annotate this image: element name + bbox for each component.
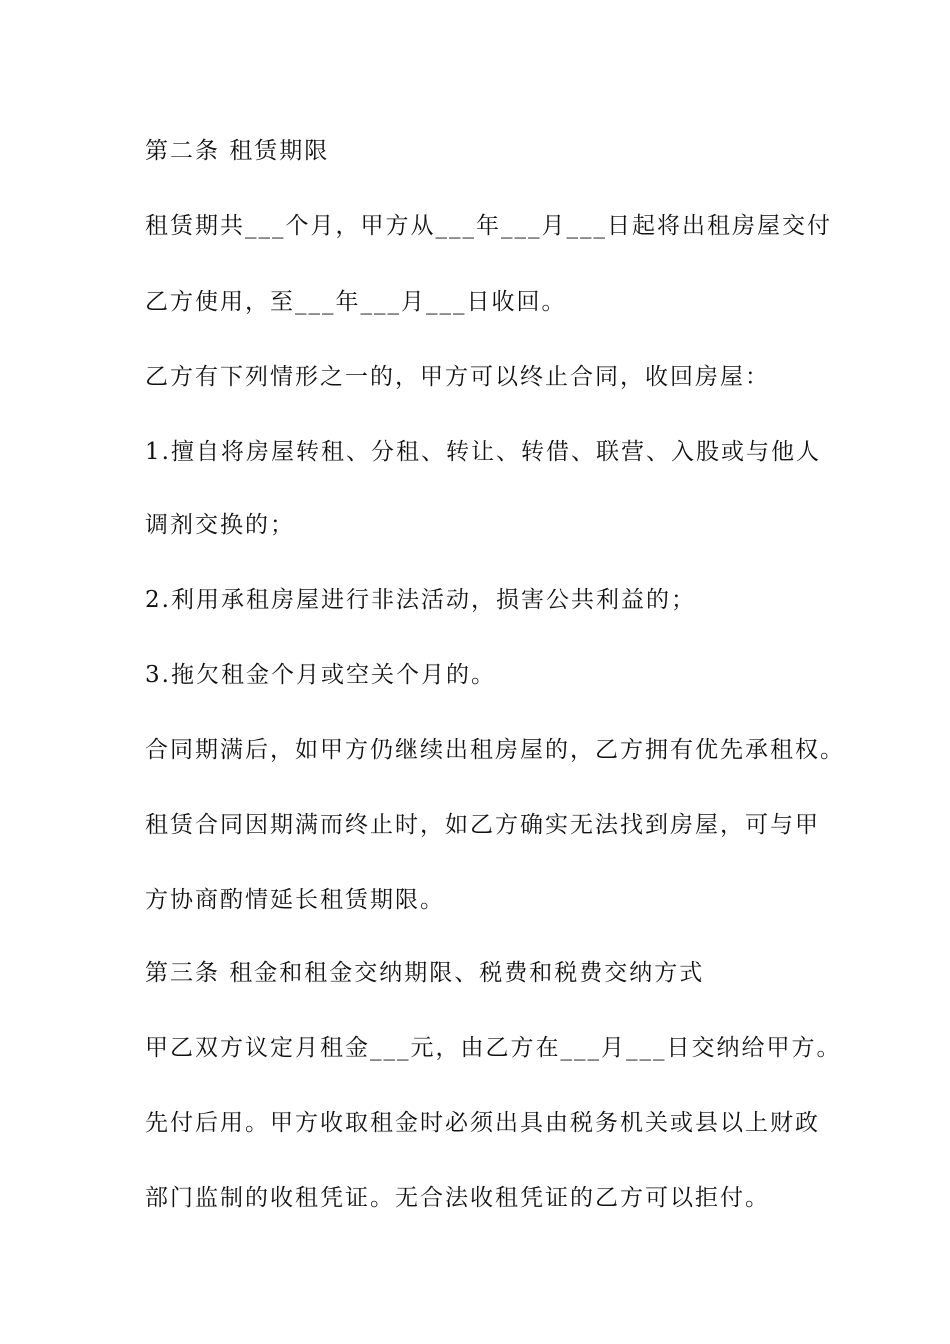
article-2-heading: 第二条 租赁期限: [145, 138, 330, 164]
extension-line-1: 租赁合同因期满而终止时，如乙方确实无法找到房屋，可与甲: [145, 812, 820, 838]
termination-item-3: 3.拖欠租金个月或空关个月的。: [145, 662, 496, 688]
termination-item-2: 2.利用承租房屋进行非法活动，损害公共利益的；: [145, 587, 696, 613]
termination-item-1-line-1: 1.擅自将房屋转租、分租、转让、转借、联营、入股或与他人: [145, 439, 821, 465]
termination-item-1-line-2: 调剂交换的；: [145, 512, 295, 538]
receipt-requirement-line-1: 先付后用。甲方收取租金时必须出具由税务机关或县以上财政: [145, 1110, 820, 1136]
article-3-heading: 第三条 租金和租金交纳期限、税费和税费交纳方式: [145, 960, 705, 986]
renewal-priority: 合同期满后，如甲方仍继续出租房屋的，乙方拥有优先承租权。: [145, 737, 845, 763]
rent-payment-line: 甲乙双方议定月租金___元，由乙方在___月___日交纳给甲方。: [145, 1035, 842, 1061]
termination-intro: 乙方有下列情形之一的，甲方可以终止合同，收回房屋：: [145, 364, 770, 390]
extension-line-2: 方协商酌情延长租赁期限。: [145, 887, 445, 913]
receipt-requirement-line-2: 部门监制的收租凭证。无合法收租凭证的乙方可以拒付。: [145, 1185, 770, 1211]
lease-term-line-1: 租赁期共___个月，甲方从___年___月___日起将出租房屋交付: [145, 213, 832, 239]
lease-term-line-2: 乙方使用，至___年___月___日收回。: [145, 289, 567, 315]
